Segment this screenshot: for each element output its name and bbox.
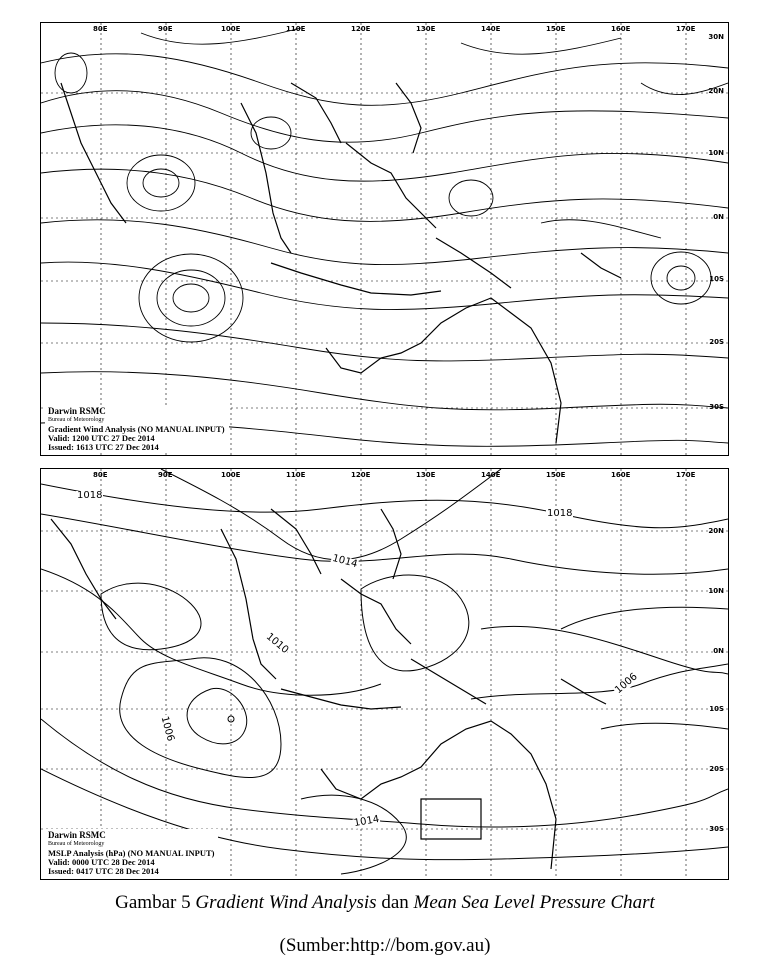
lat-label: 10N bbox=[708, 587, 724, 595]
lon-label: 120E bbox=[351, 25, 371, 33]
legend-product: MSLP Analysis (hPa) (NO MANUAL INPUT) bbox=[48, 848, 215, 858]
legend-agency: Darwin RSMC bbox=[48, 406, 106, 416]
lon-label: 90E bbox=[158, 471, 173, 479]
lat-label: 10N bbox=[708, 149, 724, 157]
isobar-label: 1018 bbox=[547, 508, 573, 519]
caption-connector: dan bbox=[376, 892, 414, 913]
isobar-label: 1006 bbox=[613, 671, 640, 697]
legend-issued: Issued: 0417 UTC 28 Dec 2014 bbox=[48, 866, 159, 876]
lat-label: 30S bbox=[709, 403, 724, 411]
gradient-wind-map bbox=[41, 23, 728, 455]
streamlines bbox=[41, 28, 728, 446]
lat-label: 0N bbox=[713, 647, 724, 655]
lat-label: 10S bbox=[709, 705, 724, 713]
legend-product: Gradient Wind Analysis (NO MANUAL INPUT) bbox=[48, 424, 225, 434]
lon-label: 150E bbox=[546, 25, 566, 33]
caption-mslp: Mean Sea Level Pressure Chart bbox=[413, 892, 655, 913]
isobar-label: 1014 bbox=[331, 552, 359, 571]
graticule bbox=[41, 23, 728, 455]
lat-label: 20S bbox=[709, 338, 724, 346]
chart-legend bbox=[45, 405, 229, 453]
lon-label: 130E bbox=[416, 25, 436, 33]
lon-label: 170E bbox=[676, 471, 696, 479]
coastlines bbox=[61, 83, 621, 443]
graticule bbox=[41, 469, 728, 879]
figure-caption bbox=[0, 892, 770, 914]
lon-label: 80E bbox=[93, 471, 108, 479]
lat-label: 30N bbox=[708, 33, 724, 41]
lon-label: 110E bbox=[286, 471, 306, 479]
lon-label: 100E bbox=[221, 471, 241, 479]
legend-bureau: Bureau of Meteorology bbox=[48, 841, 105, 847]
chart-legend bbox=[45, 829, 218, 877]
lon-label: 160E bbox=[611, 471, 631, 479]
mslp-chart bbox=[40, 468, 729, 880]
isobar-label: 1014 bbox=[353, 813, 381, 830]
isobars bbox=[41, 469, 728, 874]
lon-label: 110E bbox=[286, 25, 306, 33]
isobar-label: 1010 bbox=[263, 631, 291, 657]
lon-label: 170E bbox=[676, 25, 696, 33]
gradient-wind-chart bbox=[40, 22, 729, 456]
lon-label: 80E bbox=[93, 25, 108, 33]
isobar-label: 1006 bbox=[158, 715, 176, 743]
lon-label: 150E bbox=[546, 471, 566, 479]
lat-label: 20N bbox=[708, 527, 724, 535]
lat-label: 0N bbox=[713, 213, 724, 221]
caption-prefix: Gambar 5 bbox=[115, 892, 196, 913]
lon-label: 140E bbox=[481, 471, 501, 479]
legend-issued: Issued: 1613 UTC 27 Dec 2014 bbox=[48, 442, 159, 452]
legend-bureau: Bureau of Meteorology bbox=[48, 417, 105, 423]
lon-label: 100E bbox=[221, 25, 241, 33]
caption-source: (Sumber:http://bom.gov.au) bbox=[279, 935, 491, 956]
lat-label: 20S bbox=[709, 765, 724, 773]
coastlines bbox=[51, 509, 606, 869]
isobar-label: 1018 bbox=[77, 490, 103, 501]
mslp-map bbox=[41, 469, 728, 879]
lat-label: 20N bbox=[708, 87, 724, 95]
legend-valid: Valid: 1200 UTC 27 Dec 2014 bbox=[48, 433, 155, 443]
lon-label: 90E bbox=[158, 25, 173, 33]
lon-label: 140E bbox=[481, 25, 501, 33]
lat-label: 30S bbox=[709, 825, 724, 833]
lon-label: 160E bbox=[611, 25, 631, 33]
lon-label: 120E bbox=[351, 471, 371, 479]
caption-gradient-wind: Gradient Wind Analysis bbox=[195, 892, 377, 913]
legend-agency: Darwin RSMC bbox=[48, 830, 106, 840]
legend-valid: Valid: 0000 UTC 28 Dec 2014 bbox=[48, 857, 155, 867]
lat-label: 10S bbox=[709, 275, 724, 283]
lon-label: 130E bbox=[416, 471, 436, 479]
